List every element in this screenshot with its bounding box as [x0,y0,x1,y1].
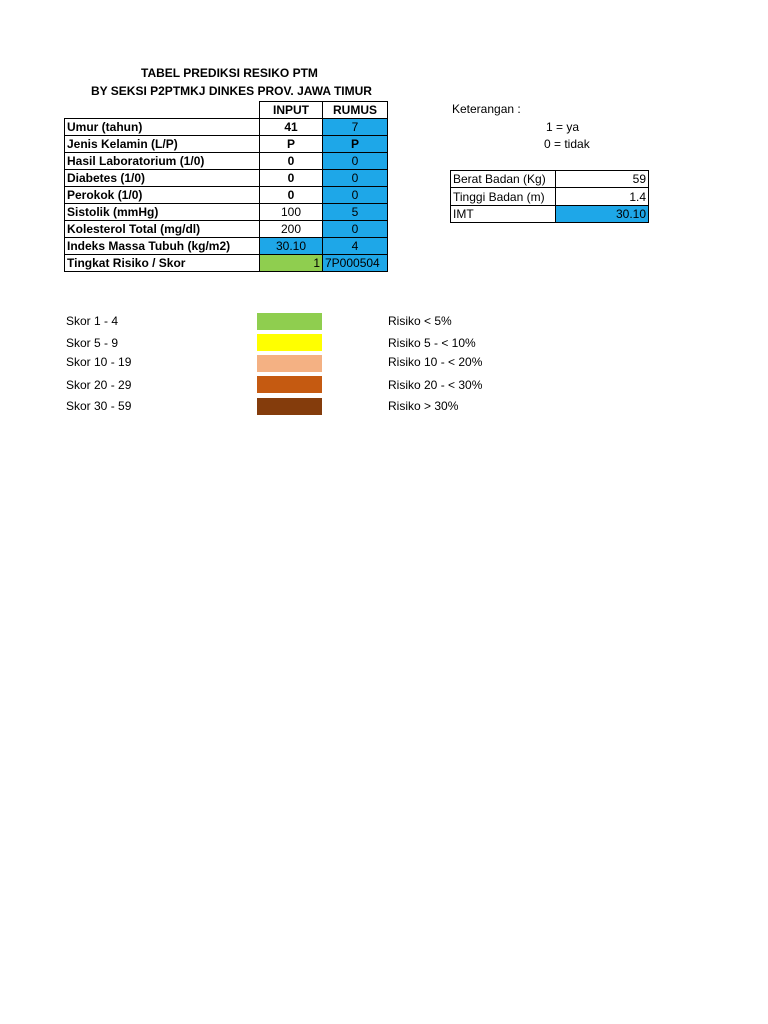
table-header-row [65,102,388,119]
legend-swatch [257,355,322,372]
table-row [65,153,388,170]
input-cell-sistolik[interactable]: 100 [260,204,323,221]
input-cell-diabetes[interactable]: 0 [260,170,323,187]
table-row [65,221,388,238]
total-input-cell[interactable]: 1 [260,255,323,272]
keterangan-line-tidak: 0 = tidak [544,137,590,151]
total-rumus-cell[interactable]: 7P000504 [323,255,388,272]
legend-swatch [257,334,322,351]
header-blank-cell [65,102,260,119]
bmi-label: Tinggi Badan (m) [451,188,556,205]
rumus-cell-sistolik[interactable]: 5 [323,204,388,221]
legend-label: Skor 1 - 4 [66,314,119,328]
total-label: Tingkat Risiko / Skor [65,255,260,272]
table-row [65,119,388,136]
rumus-cell-kolesterol[interactable]: 0 [323,221,388,238]
table-row [451,205,649,222]
row-label: Umur (tahun) [65,119,260,136]
rumus-cell-hasil-lab[interactable]: 0 [323,153,388,170]
input-cell-imt[interactable]: 30.10 [260,238,323,255]
legend-risk: Risiko 5 - < 10% [388,336,476,350]
legend-risk: Risiko 10 - < 20% [388,355,483,369]
row-label: Perokok (1/0) [65,187,260,204]
keterangan-line-ya: 1 = ya [546,120,580,134]
row-label: Hasil Laboratorium (1/0) [65,153,260,170]
legend-label: Skor 20 - 29 [66,378,132,392]
header-rumus: RUMUS [323,102,388,119]
rumus-cell-umur[interactable]: 7 [323,119,388,136]
row-label: Indeks Massa Tubuh (kg/m2) [65,238,260,255]
rumus-cell-diabetes[interactable]: 0 [323,170,388,187]
tinggi-badan-cell[interactable]: 1.4 [556,188,649,205]
row-label: Diabetes (1/0) [65,170,260,187]
table-row [451,188,649,205]
legend-label: Skor 5 - 9 [66,336,119,350]
input-cell-umur[interactable]: 41 [260,119,323,136]
bmi-label: IMT [451,205,556,222]
row-label: Kolesterol Total (mg/dl) [65,221,260,238]
bmi-table [450,170,649,223]
rumus-cell-perokok[interactable]: 0 [323,187,388,204]
input-cell-kolesterol[interactable]: 200 [260,221,323,238]
imt-cell[interactable]: 30.10 [556,205,649,222]
page-title: TABEL PREDIKSI RESIKO PTM [141,66,318,80]
bmi-label: Berat Badan (Kg) [451,171,556,188]
header-input: INPUT [260,102,323,119]
rumus-cell-imt[interactable]: 4 [323,238,388,255]
legend-label: Skor 30 - 59 [66,399,132,413]
table-total-row [65,255,388,272]
table-row [451,171,649,188]
keterangan-title: Keterangan : [452,102,521,116]
rumus-cell-jenis-kelamin[interactable]: P [323,136,388,153]
legend-risk: Risiko < 5% [388,314,452,328]
row-label: Sistolik (mmHg) [65,204,260,221]
page-subtitle: BY SEKSI P2PTMKJ DINKES PROV. JAWA TIMUR [91,84,372,98]
row-label: Jenis Kelamin (L/P) [65,136,260,153]
input-cell-hasil-lab[interactable]: 0 [260,153,323,170]
input-cell-perokok[interactable]: 0 [260,187,323,204]
table-row [65,204,388,221]
legend-swatch [257,313,322,330]
input-cell-jenis-kelamin[interactable]: P [260,136,323,153]
berat-badan-cell[interactable]: 59 [556,171,649,188]
table-row [65,136,388,153]
table-row [65,170,388,187]
table-row [65,238,388,255]
legend-swatch [257,376,322,393]
table-row [65,187,388,204]
legend-risk: Risiko 20 - < 30% [388,378,483,392]
prediction-table [64,101,388,272]
legend-label: Skor 10 - 19 [66,355,132,369]
legend-risk: Risiko > 30% [388,399,459,413]
legend-swatch [257,398,322,415]
